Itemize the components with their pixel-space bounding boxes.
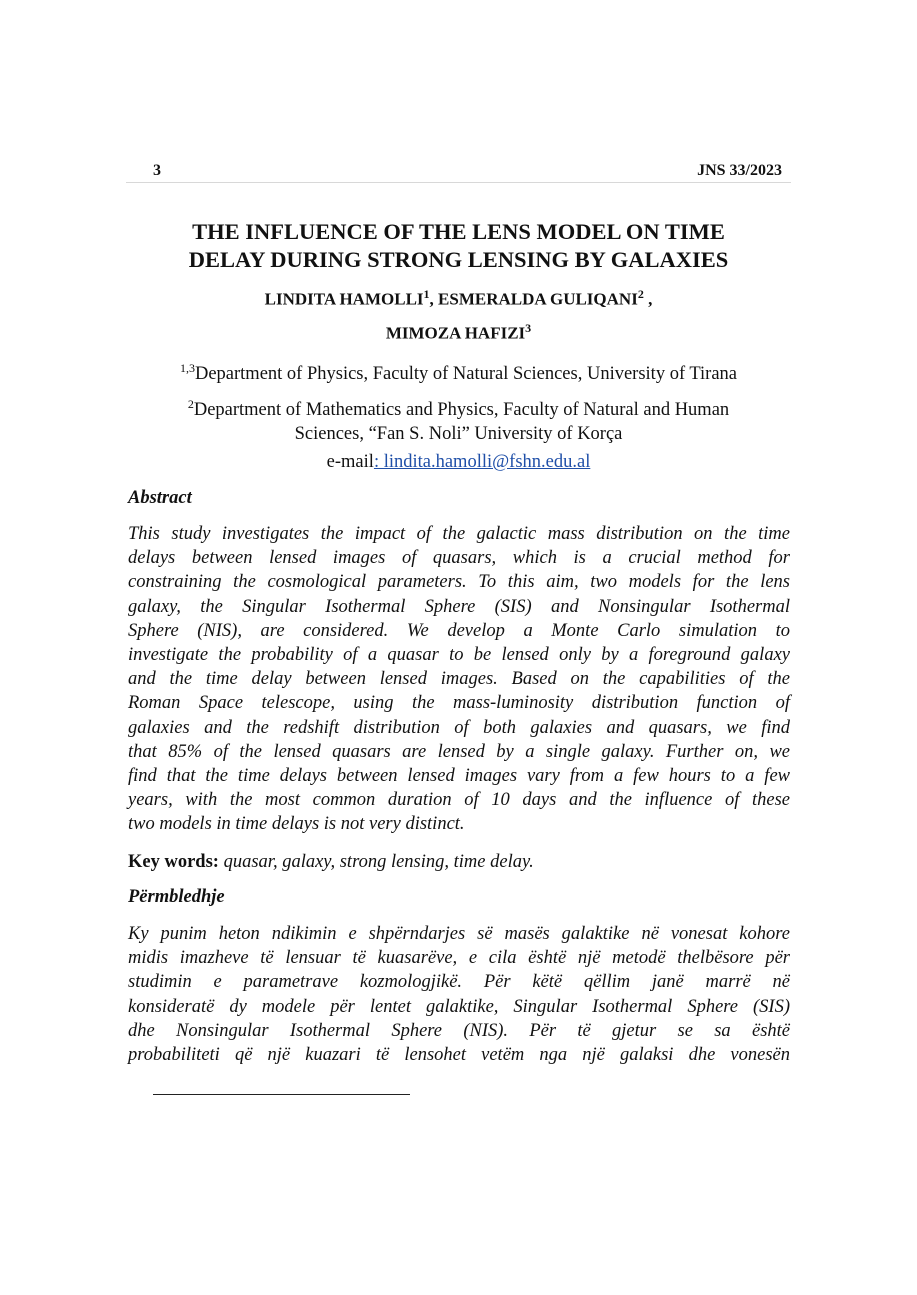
paper-title — [126, 218, 791, 274]
affiliation-1 — [126, 356, 791, 386]
abstract-line: galaxy, the Singular Isothermal Sphere (SIS) and Nonsingular Isothermal — [128, 596, 790, 617]
abstract-line: galaxies and the redshift distribution of both galaxies and quasars, we find — [128, 717, 790, 738]
abstract-line: constraining the cosmological parameters. To this aim, two models for the lens — [128, 572, 790, 593]
title-line: THE INFLUENCE OF THE LENS MODEL ON TIME — [192, 219, 725, 244]
abstract-line: that 85% of the lensed quasars are lensed by a single galaxy. Further on, we — [128, 741, 790, 762]
affiliation-line: Sciences, “Fan S. Noli” University of Korça — [294, 424, 623, 445]
permbledhje-line: Ky punim heton ndikimin e shpërndarjes së masës galaktike në vonesat kohore — [128, 924, 790, 944]
abstract-line: find that the time delays between lensed images vary from a few hours to a few — [128, 766, 790, 787]
page-number: 3 — [153, 162, 161, 179]
abstract-line: investigate the probability of a quasar to be lensed only by a foreground galaxy — [128, 645, 790, 666]
abstract-line: years, with the most common duration of 10 days and the influence of these — [128, 790, 790, 811]
title-line: DELAY DURING STRONG LENSING BY GALAXIES — [188, 247, 729, 272]
affiliation-text: Department of Mathematics and Physics, Faculty of Natural and Human — [193, 400, 730, 421]
affiliation-2 — [126, 392, 791, 446]
author-sup: 1 — [423, 287, 430, 301]
author-name: LINDITA HAMOLLI — [264, 289, 424, 309]
abstract-line: This study investigates the impact of the galactic mass distribution on the time — [128, 524, 790, 544]
author-sup: 2 — [637, 287, 644, 301]
authors-line-1 — [126, 287, 791, 310]
email-label: e-mail — [326, 452, 374, 472]
permbledhje-line: studimin e parametrave kozmologjikë. Për këtë qëllim janë marrë në — [128, 972, 790, 993]
journal-issue: JNS 33/2023 — [697, 162, 782, 179]
permbledhje-heading: Përmbledhje — [128, 887, 225, 907]
permbledhje-text — [128, 922, 790, 1067]
author-name: MIMOZA HAFIZI — [385, 323, 526, 343]
keywords — [128, 852, 534, 873]
affiliation-line — [126, 356, 791, 386]
abstract-line: and the time delay between lensed images. Based on the capabilities of the — [128, 669, 790, 690]
abstract-line: two models in time delays is not very distinct. — [128, 814, 465, 835]
footnote-divider — [153, 1094, 410, 1095]
affiliation-text: Department of Physics, Faculty of Natural Sciences, University of Tirana — [194, 364, 738, 385]
author-name: ESMERALDA GULIQANI — [438, 289, 638, 309]
affiliation-line — [126, 392, 791, 422]
email-link[interactable]: : lindita.hamolli@fshn.edu.al — [373, 452, 591, 472]
abstract-heading: Abstract — [128, 488, 192, 508]
permbledhje-line: probabiliteti që një kuazari të lensohet vetëm nga një galaksi dhe vonesën — [128, 1045, 790, 1066]
email-line — [126, 452, 791, 473]
abstract-line: delays between lensed images of quasars, which is a crucial method for — [128, 548, 790, 569]
author-sup: 3 — [525, 321, 532, 335]
affiliation-sup: 2 — [187, 397, 194, 411]
permbledhje-line: dhe Nonsingular Isothermal Sphere (NIS). Për të gjetur se sa është — [128, 1020, 790, 1041]
abstract-text — [128, 522, 790, 837]
permbledhje-line: konsideratë dy modele për lentet galaktike, Singular Isothermal Sphere (SIS) — [128, 996, 790, 1017]
page-header — [126, 160, 791, 183]
permbledhje-line: midis imazheve të lensuar të kuasarëve, e cila është një metodë thelbësore për — [128, 948, 790, 969]
abstract-line: Sphere (NIS), are considered. We develop a Monte Carlo simulation to — [128, 620, 790, 641]
abstract-line: Roman Space telescope, using the mass-luminosity distribution function of — [128, 693, 790, 714]
keywords-value: quasar, galaxy, strong lensing, time delay. — [218, 852, 534, 872]
affiliation-sup: 1,3 — [179, 361, 195, 375]
author-separator: , — [429, 289, 439, 309]
authors-line-2 — [126, 321, 791, 344]
keywords-colon: : — [212, 852, 219, 872]
keywords-label: Key words — [128, 852, 213, 872]
author-separator: , — [643, 289, 653, 309]
